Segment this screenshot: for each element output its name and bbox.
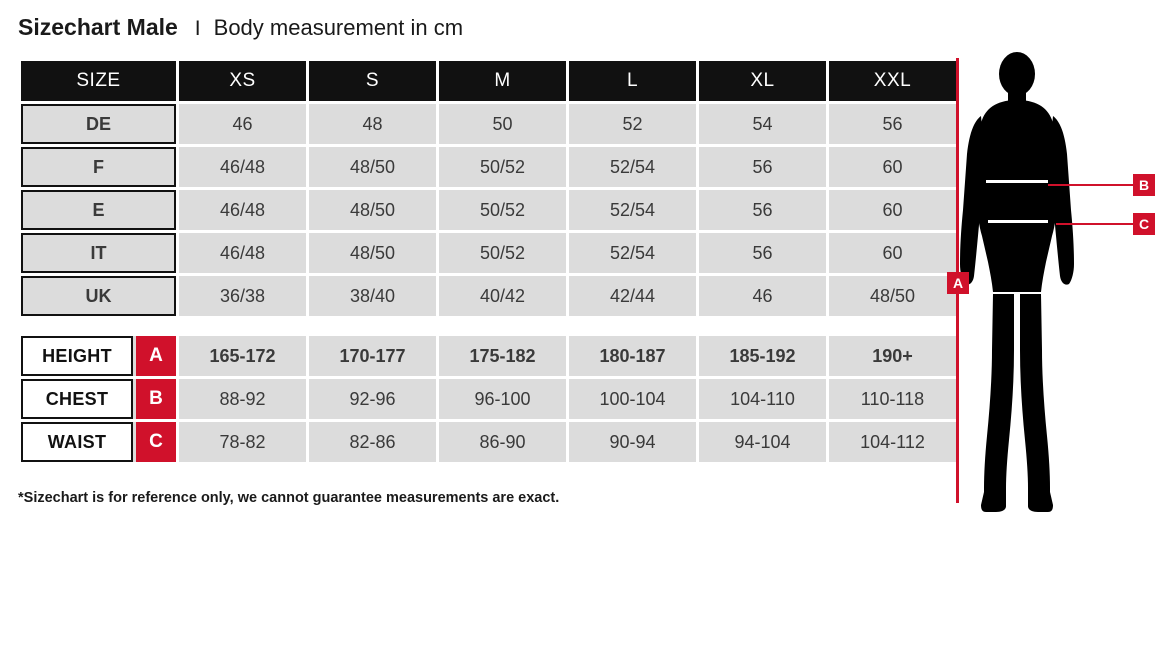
measurement-badge-a: A <box>136 336 176 376</box>
title-main: Sizechart Male <box>18 14 178 40</box>
cell-f-s: 48/50 <box>309 147 436 187</box>
row-label-height <box>21 336 176 376</box>
column-header-size: SIZE <box>21 61 176 101</box>
table-row <box>21 422 956 462</box>
waist-measure-band <box>988 220 1048 223</box>
cell-de-xxl: 56 <box>829 104 956 144</box>
row-label-chest <box>21 379 176 419</box>
cell-f-xxl: 60 <box>829 147 956 187</box>
male-body-silhouette-icon <box>940 50 1155 515</box>
cell-chest-s: 92-96 <box>309 379 436 419</box>
table-spacer <box>21 319 956 333</box>
measurement-name-height: HEIGHT <box>21 336 133 376</box>
column-header-xxl: XXL <box>829 61 956 101</box>
cell-f-m: 50/52 <box>439 147 566 187</box>
table-row <box>21 276 956 316</box>
chest-measure-band <box>986 180 1048 183</box>
cell-uk-xxl: 48/50 <box>829 276 956 316</box>
table-row <box>21 190 956 230</box>
cell-uk-xl: 46 <box>699 276 826 316</box>
cell-f-xl: 56 <box>699 147 826 187</box>
cell-waist-m: 86-90 <box>439 422 566 462</box>
column-header-s: S <box>309 61 436 101</box>
column-header-xl: XL <box>699 61 826 101</box>
cell-uk-l: 42/44 <box>569 276 696 316</box>
table-row <box>21 233 956 273</box>
cell-de-xl: 54 <box>699 104 826 144</box>
cell-de-m: 50 <box>439 104 566 144</box>
cell-uk-s: 38/40 <box>309 276 436 316</box>
cell-height-xxl: 190+ <box>829 336 956 376</box>
table-header-row <box>21 61 956 101</box>
cell-waist-xs: 78-82 <box>179 422 306 462</box>
marker-a: A <box>947 272 969 294</box>
column-header-xs: XS <box>179 61 306 101</box>
cell-e-xs: 46/48 <box>179 190 306 230</box>
cell-waist-xl: 94-104 <box>699 422 826 462</box>
cell-de-xs: 46 <box>179 104 306 144</box>
cell-chest-l: 100-104 <box>569 379 696 419</box>
cell-de-s: 48 <box>309 104 436 144</box>
measurement-badge-b: B <box>136 379 176 419</box>
cell-chest-xl: 104-110 <box>699 379 826 419</box>
marker-b: B <box>1133 174 1155 196</box>
sizechart-table-wrap <box>18 58 940 465</box>
cell-it-m: 50/52 <box>439 233 566 273</box>
cell-chest-m: 96-100 <box>439 379 566 419</box>
cell-f-xs: 46/48 <box>179 147 306 187</box>
cell-waist-s: 82-86 <box>309 422 436 462</box>
cell-chest-xxl: 110-118 <box>829 379 956 419</box>
cell-e-l: 52/54 <box>569 190 696 230</box>
table-row <box>21 379 956 419</box>
cell-chest-xs: 88-92 <box>179 379 306 419</box>
cell-waist-xxl: 104-112 <box>829 422 956 462</box>
row-label-it: IT <box>21 233 176 273</box>
marker-c: C <box>1133 213 1155 235</box>
row-label-de: DE <box>21 104 176 144</box>
cell-e-xxl: 60 <box>829 190 956 230</box>
table-row <box>21 336 956 376</box>
cell-height-xl: 185-192 <box>699 336 826 376</box>
table-row <box>21 104 956 144</box>
cell-height-l: 180-187 <box>569 336 696 376</box>
title-subtitle: Body measurement in cm <box>213 15 464 40</box>
measurement-name-chest: CHEST <box>21 379 133 419</box>
column-header-l: L <box>569 61 696 101</box>
cell-height-s: 170-177 <box>309 336 436 376</box>
footnote: *Sizechart is for reference only, we cannot guarantee measurements are exact. <box>18 490 560 506</box>
row-label-uk: UK <box>21 276 176 316</box>
page-title <box>18 14 463 41</box>
title-separator: I <box>194 17 201 40</box>
column-header-m: M <box>439 61 566 101</box>
row-label-waist <box>21 422 176 462</box>
measurement-badge-c: C <box>136 422 176 462</box>
cell-height-m: 175-182 <box>439 336 566 376</box>
cell-it-xl: 56 <box>699 233 826 273</box>
row-label-f: F <box>21 147 176 187</box>
waist-leader-line <box>1056 223 1133 225</box>
cell-it-l: 52/54 <box>569 233 696 273</box>
table-row <box>21 147 956 187</box>
spacer-cell <box>21 319 956 333</box>
measurement-name-waist: WAIST <box>21 422 133 462</box>
cell-height-xs: 165-172 <box>179 336 306 376</box>
cell-de-l: 52 <box>569 104 696 144</box>
cell-e-xl: 56 <box>699 190 826 230</box>
cell-e-s: 48/50 <box>309 190 436 230</box>
cell-e-m: 50/52 <box>439 190 566 230</box>
cell-waist-l: 90-94 <box>569 422 696 462</box>
cell-it-s: 48/50 <box>309 233 436 273</box>
cell-uk-m: 40/42 <box>439 276 566 316</box>
cell-uk-xs: 36/38 <box>179 276 306 316</box>
body-figure-panel <box>940 50 1155 515</box>
chest-leader-line <box>1048 184 1133 186</box>
cell-it-xxl: 60 <box>829 233 956 273</box>
row-label-e: E <box>21 190 176 230</box>
cell-it-xs: 46/48 <box>179 233 306 273</box>
sizechart-table <box>18 58 959 465</box>
cell-f-l: 52/54 <box>569 147 696 187</box>
